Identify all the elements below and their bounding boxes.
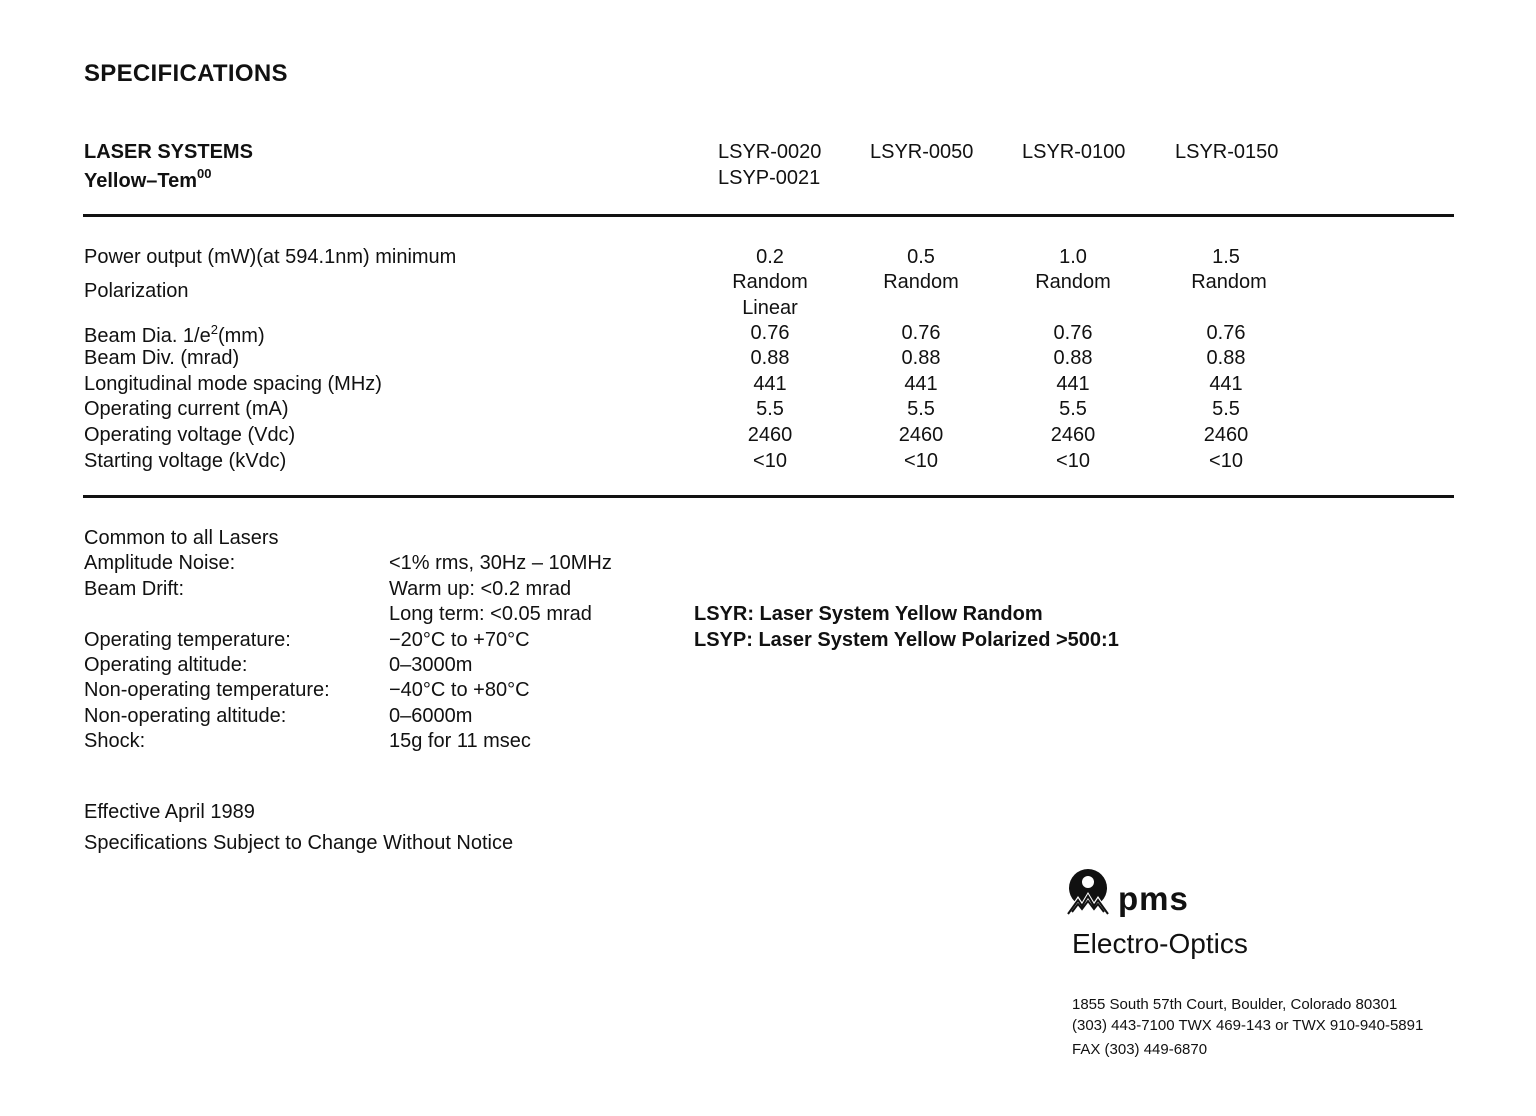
spec-value: 0.76 xyxy=(750,322,790,344)
spec-value: Random xyxy=(732,271,808,293)
common-value: 0–3000m xyxy=(389,654,473,676)
page-title: SPECIFICATIONS xyxy=(84,60,288,87)
spec-label-polarization: Polarization xyxy=(84,280,189,302)
spec-value: Random xyxy=(1035,271,1111,293)
model-header-3: LSYR-0100 xyxy=(1022,141,1126,163)
spec-value: 5.5 xyxy=(1212,398,1240,420)
common-value: Warm up: <0.2 mrad xyxy=(389,578,572,600)
company-address: 1855 South 57th Court, Boulder, Colorado 80301 xyxy=(1072,996,1398,1013)
common-label: Operating altitude: xyxy=(84,654,248,676)
common-value: 15g for 11 msec xyxy=(389,730,531,752)
spec-value: 5.5 xyxy=(907,398,935,420)
common-label: Operating temperature: xyxy=(84,629,291,651)
model-header-2: LSYR-0050 xyxy=(870,141,974,163)
effective-date: Effective April 1989 xyxy=(84,801,255,823)
common-value: 0–6000m xyxy=(389,705,473,727)
common-label: Non-operating temperature: xyxy=(84,679,330,701)
spec-value: 2460 xyxy=(898,424,944,446)
product-line-title: LASER SYSTEMS xyxy=(84,141,253,163)
spec-value: 2460 xyxy=(1050,424,1096,446)
company-name: pms xyxy=(1118,880,1189,917)
spec-value: 0.2 xyxy=(756,246,784,268)
common-label: Non-operating altitude: xyxy=(84,705,287,727)
spec-value: 5.5 xyxy=(1059,398,1087,420)
spec-value: <10 xyxy=(1209,450,1243,472)
model-header-4: LSYR-0150 xyxy=(1175,141,1279,163)
subtitle-text: Yellow–Tem xyxy=(84,170,198,192)
common-value: −40°C to +80°C xyxy=(389,679,530,701)
beam-dia-superscript: 2 xyxy=(210,322,218,337)
common-value: Long term: <0.05 mrad xyxy=(389,603,592,625)
spec-value: Random xyxy=(1191,271,1267,293)
spec-value: 0.76 xyxy=(1053,322,1093,344)
spec-value: <10 xyxy=(1056,450,1090,472)
spec-value: Random xyxy=(883,271,959,293)
common-label: Beam Drift: xyxy=(84,578,185,600)
beam-dia-text: Beam Dia. 1/e xyxy=(84,325,211,347)
model-header-1-sub: LSYP-0021 xyxy=(718,167,821,189)
spec-label-beam-div: Beam Div. (mrad) xyxy=(84,347,240,369)
spec-label-beam-dia xyxy=(84,322,265,348)
spec-value: 0.5 xyxy=(907,246,935,268)
model-header-1: LSYR-0020 xyxy=(718,141,822,163)
common-label: Amplitude Noise: xyxy=(84,552,236,574)
common-heading: Common to all Lasers xyxy=(84,527,279,549)
spec-value: 2460 xyxy=(747,424,793,446)
spec-label-operating-voltage: Operating voltage (Vdc) xyxy=(84,424,296,446)
spec-label-power-output: Power output (mW)(at 594.1nm) minimum xyxy=(84,246,457,268)
spec-value: 5.5 xyxy=(756,398,784,420)
company-fax: FAX (303) 449-6870 xyxy=(1072,1041,1208,1058)
common-label: Shock: xyxy=(84,730,146,752)
spec-value: 441 xyxy=(1056,373,1090,395)
spec-value: 0.88 xyxy=(1053,347,1093,369)
spec-value: 2460 xyxy=(1203,424,1249,446)
beam-dia-unit: (mm) xyxy=(217,325,265,347)
spec-value: 1.5 xyxy=(1212,246,1240,268)
common-value: −20°C to +70°C xyxy=(389,629,530,651)
spec-value: 0.88 xyxy=(1206,347,1246,369)
spec-value: 441 xyxy=(904,373,938,395)
company-phone: (303) 443-7100 TWX 469-143 or TWX 910-940-5891 xyxy=(1072,1017,1424,1034)
spec-value: 0.88 xyxy=(901,347,941,369)
spec-value: 0.88 xyxy=(750,347,790,369)
specs-divider xyxy=(83,495,1454,498)
company-tagline: Electro-Optics xyxy=(1072,928,1248,959)
spec-value: 0.76 xyxy=(901,322,941,344)
pms-logo-icon xyxy=(1066,868,1110,916)
spec-label-starting-voltage: Starting voltage (kVdc) xyxy=(84,450,287,472)
common-value: <1% rms, 30Hz – 10MHz xyxy=(389,552,612,574)
subtitle-superscript: 00 xyxy=(197,166,212,181)
header-divider xyxy=(83,214,1454,217)
disclaimer: Specifications Subject to Change Without Notice xyxy=(84,832,514,854)
spec-label-operating-current: Operating current (mA) xyxy=(84,398,289,420)
spec-value: 1.0 xyxy=(1059,246,1087,268)
note-lsyp: LSYP: Laser System Yellow Polarized >500:1 xyxy=(694,629,1119,651)
note-lsyr: LSYR: Laser System Yellow Random xyxy=(694,603,1043,625)
product-line-subtitle xyxy=(84,166,211,193)
spec-value: <10 xyxy=(753,450,787,472)
spec-value-extra: Linear xyxy=(742,297,798,319)
spec-label-mode-spacing: Longitudinal mode spacing (MHz) xyxy=(84,373,382,395)
spec-value: 0.76 xyxy=(1206,322,1246,344)
spec-value: <10 xyxy=(904,450,938,472)
spec-value: 441 xyxy=(753,373,787,395)
spec-value: 441 xyxy=(1209,373,1243,395)
